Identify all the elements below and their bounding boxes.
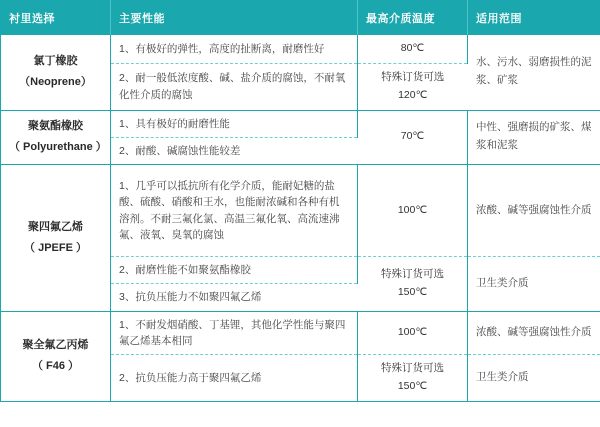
max-temp-value: 70℃ bbox=[358, 110, 468, 165]
scope-text: 浓酸、碱等强腐蚀性介质 bbox=[468, 311, 600, 355]
max-temp-value bbox=[358, 63, 468, 110]
material-name-polyurethane bbox=[1, 110, 111, 165]
property-text: 3、抗负压能力不如聚四氟乙烯 bbox=[111, 284, 358, 311]
table-row bbox=[1, 165, 600, 257]
max-temp-optional: 150℃ bbox=[397, 285, 428, 298]
property-text: 2、抗负压能力高于聚四氟乙烯 bbox=[111, 355, 358, 402]
scope-text: 浓酸、碱等强腐蚀性介质 bbox=[468, 165, 600, 257]
material-name-en: （ F46 ） bbox=[31, 360, 80, 373]
max-temp-note: 特殊订货可选 bbox=[381, 362, 444, 375]
material-name-en: （Neoprene） bbox=[19, 76, 92, 89]
material-name-cn: 氯丁橡胶 bbox=[33, 55, 78, 68]
max-temp-value: 100℃ bbox=[358, 311, 468, 355]
property-text: 1、具有极好的耐磨性能 bbox=[111, 110, 358, 137]
scope-text: 卫生类介质 bbox=[476, 371, 529, 384]
table-body bbox=[1, 35, 600, 401]
material-name-cn: 聚四氟乙烯 bbox=[28, 220, 83, 233]
column-header-scope: 适用范围 bbox=[468, 1, 600, 36]
material-name-en: （ Polyurethane ） bbox=[9, 141, 107, 154]
table-row bbox=[1, 110, 600, 137]
property-text: 2、耐一般低浓度酸、碱、盐介质的腐蚀，不耐氧化性介质的腐蚀 bbox=[111, 63, 358, 110]
max-temp-note: 特殊订货可选 bbox=[381, 267, 444, 280]
table-header bbox=[1, 1, 600, 36]
scope-text: 中性、强磨损的矿浆、煤浆和泥浆 bbox=[468, 110, 600, 165]
table-row bbox=[1, 35, 600, 63]
material-name-jpefe bbox=[1, 165, 111, 312]
material-name-cn: 聚氨酯橡胶 bbox=[28, 120, 83, 133]
max-temp-value: 80℃ bbox=[358, 35, 468, 63]
property-text: 2、耐磨性能不如聚氨酯橡胶 bbox=[111, 257, 358, 284]
column-header-max-temp: 最高介质温度 bbox=[358, 1, 468, 36]
material-name-neoprene bbox=[1, 35, 111, 110]
max-temp-value: 100℃ bbox=[358, 165, 468, 257]
property-text: 1、不耐发烟硝酸、丁基锂，其他化学性能与聚四氟乙烯基本相同 bbox=[111, 311, 358, 355]
max-temp-value bbox=[358, 355, 468, 402]
property-text: 2、耐酸、碱腐蚀性能较差 bbox=[111, 137, 358, 164]
material-name-f46 bbox=[1, 311, 111, 401]
column-header-lining: 衬里选择 bbox=[1, 1, 111, 36]
max-temp-optional: 150℃ bbox=[397, 379, 428, 392]
material-name-cn: 聚全氟乙丙烯 bbox=[22, 339, 89, 352]
property-text: 1、几乎可以抵抗所有化学介质，能耐妃糖的盐酸、硫酸、硝酸和王水，也能耐浓碱和各种有机溶剂。不耐三氟化氯、高温三氟化氧、高流速沸氟、液氧、臭氧的腐蚀 bbox=[111, 165, 358, 257]
max-temp-value bbox=[358, 257, 468, 312]
table-row bbox=[1, 311, 600, 355]
max-temp-optional: 120℃ bbox=[398, 88, 428, 101]
scope-text: 卫生类介质 bbox=[468, 257, 600, 312]
material-name-en: （ JPEFE ） bbox=[24, 241, 87, 254]
header-row bbox=[1, 1, 600, 36]
property-text: 1、有极好的弹性，高度的扯断离，耐磨性好 bbox=[111, 35, 358, 63]
max-temp-note: 特殊订货可选 bbox=[381, 70, 445, 83]
scope-text: 水、污水、弱磨损性的泥浆、矿浆 bbox=[468, 35, 600, 110]
column-header-properties: 主要性能 bbox=[111, 1, 358, 36]
